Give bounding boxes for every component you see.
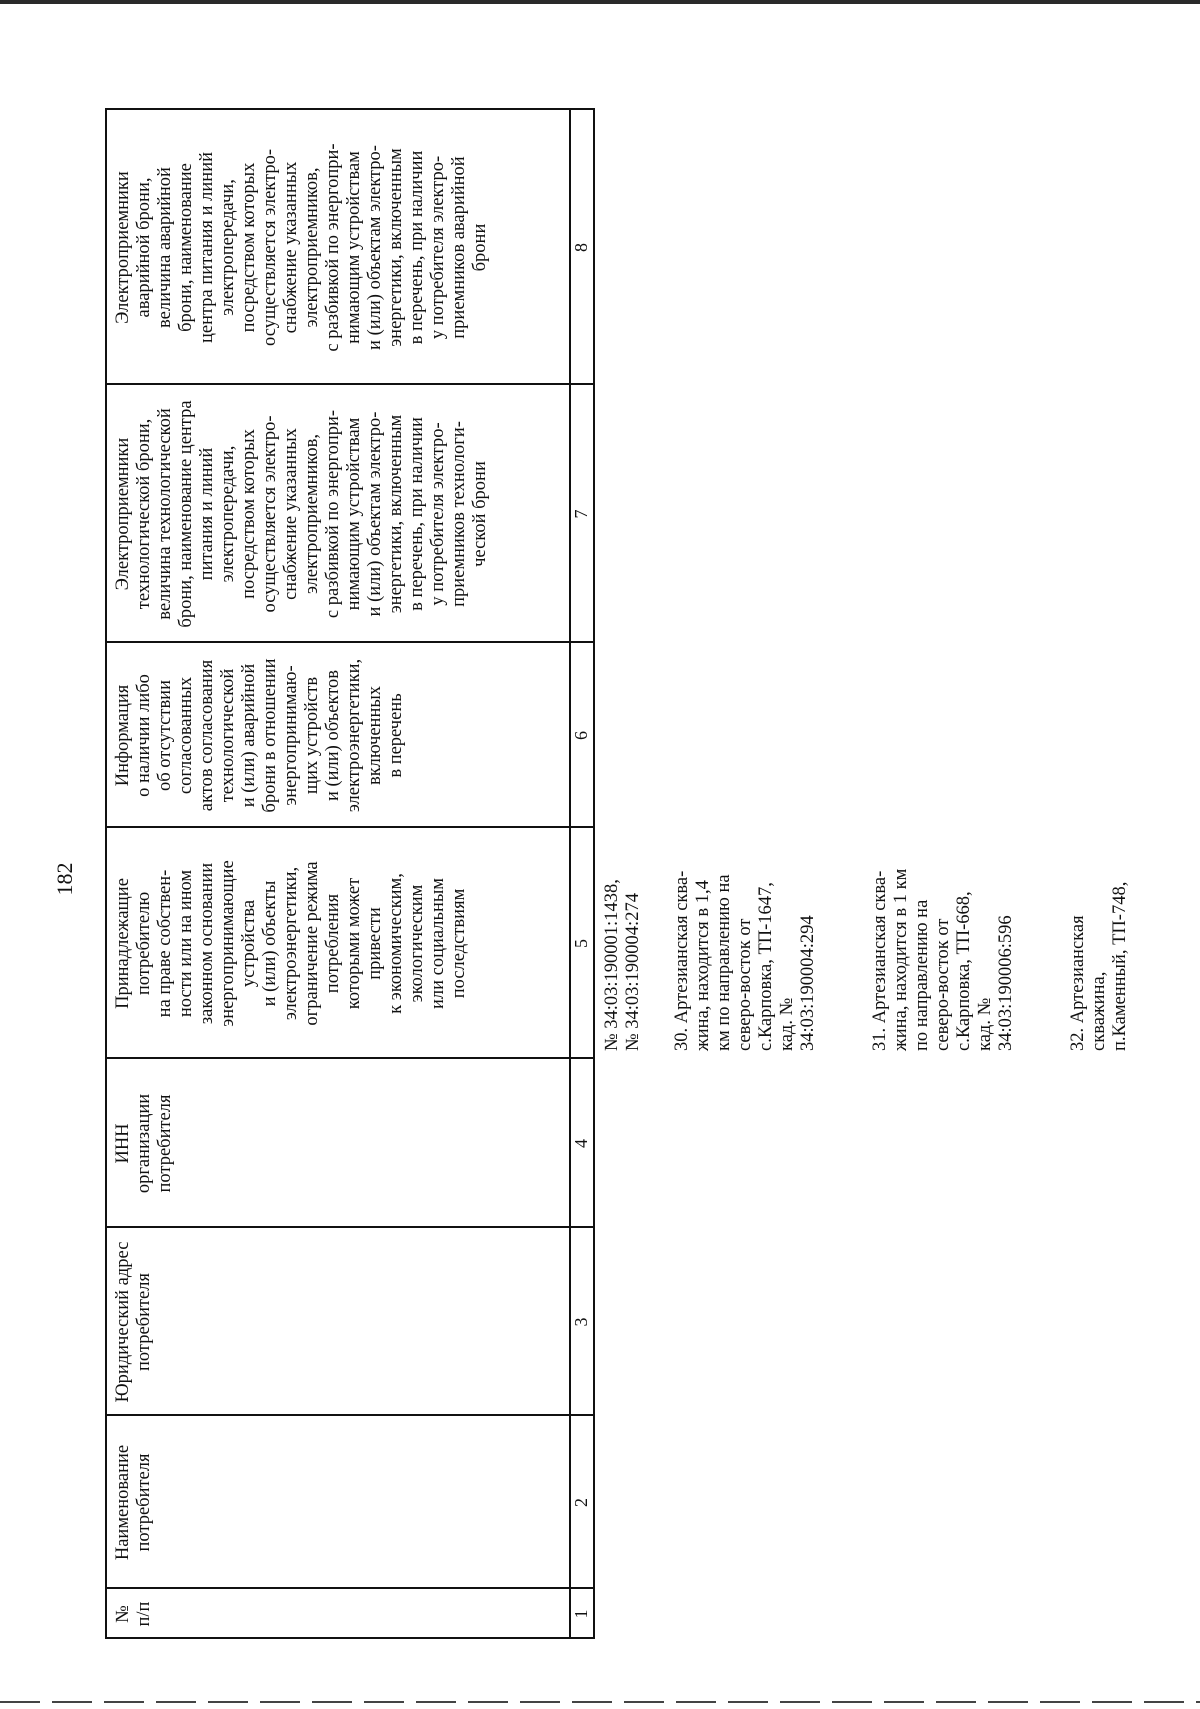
column-number-4: 4 xyxy=(571,1139,591,1148)
header-cell-5: Принадлежащие потребителю на праве собствен- ности или на ином законном основании энергопринимающие устройства и (или) объекты электроэнергетики, ограничение режима потребления которыми может привести к экономическим, экологическим или социальным последствиям xyxy=(113,860,469,1027)
entry-item-31 xyxy=(870,861,1017,1051)
entry-line: № 34:03:190004:274 xyxy=(623,893,643,1051)
column-number-5: 5 xyxy=(571,939,591,948)
col-border-0 xyxy=(105,1638,595,1640)
entry-line: № 34:03:190001:1438, xyxy=(602,879,622,1051)
entry-line: 32. Артезианская xyxy=(1068,915,1088,1051)
entry-line: 31. Артезианская сква- xyxy=(870,870,890,1051)
header-cell-6: Информация о наличии либо об отсутствии согласованных актов согласования технологической и (или) аварийной брони в отношении энергопринимаю- щих устройств и (или) объектов электроэнергетики, включенных в перечень xyxy=(113,658,406,813)
header-cell-2: Наименование потребителя xyxy=(113,1444,154,1561)
entry-line: жина, находится в 1 км xyxy=(891,868,911,1051)
entry-line: 34:03:190006:596 xyxy=(996,915,1016,1051)
entry-line: с.Карповка, ТП-1647, xyxy=(756,882,776,1051)
entry-line: северо-восток от xyxy=(735,918,755,1051)
entry-item-32 xyxy=(1068,861,1131,1051)
col-border-1 xyxy=(105,1588,595,1590)
entry-line: 30. Артезианская сква- xyxy=(672,870,692,1051)
header-cell-4: ИНН организации потребителя xyxy=(113,1093,175,1194)
entry-cadastral-continuation xyxy=(602,861,644,1051)
entry-line: кад. № xyxy=(975,997,995,1051)
column-number-2: 2 xyxy=(571,1498,591,1507)
entry-line: км по направлению на xyxy=(714,874,734,1051)
table-top-border xyxy=(105,109,107,1639)
entry-line: северо-восток от xyxy=(933,918,953,1051)
column-number-6: 6 xyxy=(571,731,591,740)
entry-item-30 xyxy=(672,861,819,1051)
col-border-2 xyxy=(105,1415,595,1417)
header-cell-1: № п/п xyxy=(113,1601,154,1627)
entry-line: 34:03:190004:294 xyxy=(798,915,818,1051)
entry-line: п.Каменный, ТП-748, xyxy=(1110,881,1130,1051)
column-number-8: 8 xyxy=(571,243,591,252)
page-number: 182 xyxy=(52,862,77,896)
header-cell-8: Электроприемники аварийной брони, величина аварийной брони, наименование центра питания и линий электропередачи, посредством которых осуществляется электро- снабжение указанных электроприемников, с разбивкой по энергопри- нимающим устройствам и (или) объектам электро- энергетики, включенным в перечень, при наличии у потребителя электро- приемников аварийной брони xyxy=(113,143,490,352)
col-border-3 xyxy=(105,1227,595,1229)
column-number-3: 3 xyxy=(571,1317,591,1327)
entry-line: жина, находится в 1,4 xyxy=(693,880,713,1051)
column-number-7: 7 xyxy=(571,509,591,519)
entry-line: кад. № xyxy=(777,997,797,1051)
entry-line: с.Карповка, ТП-668, xyxy=(954,891,974,1051)
entry-line: скважина, xyxy=(1089,971,1109,1051)
header-cell-3: Юридический адрес потребителя xyxy=(113,1241,154,1403)
consumers-table xyxy=(105,109,595,1639)
header-cell-7: Электроприемники технологической брони, величина технологической брони, наименование центра питания и линий электропередачи, посредством которых осуществляется электро- снабжение указанных электроприемников, с разбивкой по энергопри- нимающим устройствам и (или) объектам электро- энергетики, включенным в перечень, при наличии у потребителя электро- приемников технологи- ческой брони xyxy=(113,400,490,628)
table-number-row-border xyxy=(593,109,595,1639)
column-number-1: 1 xyxy=(571,1609,591,1619)
entry-line: по направлению на xyxy=(912,899,932,1051)
